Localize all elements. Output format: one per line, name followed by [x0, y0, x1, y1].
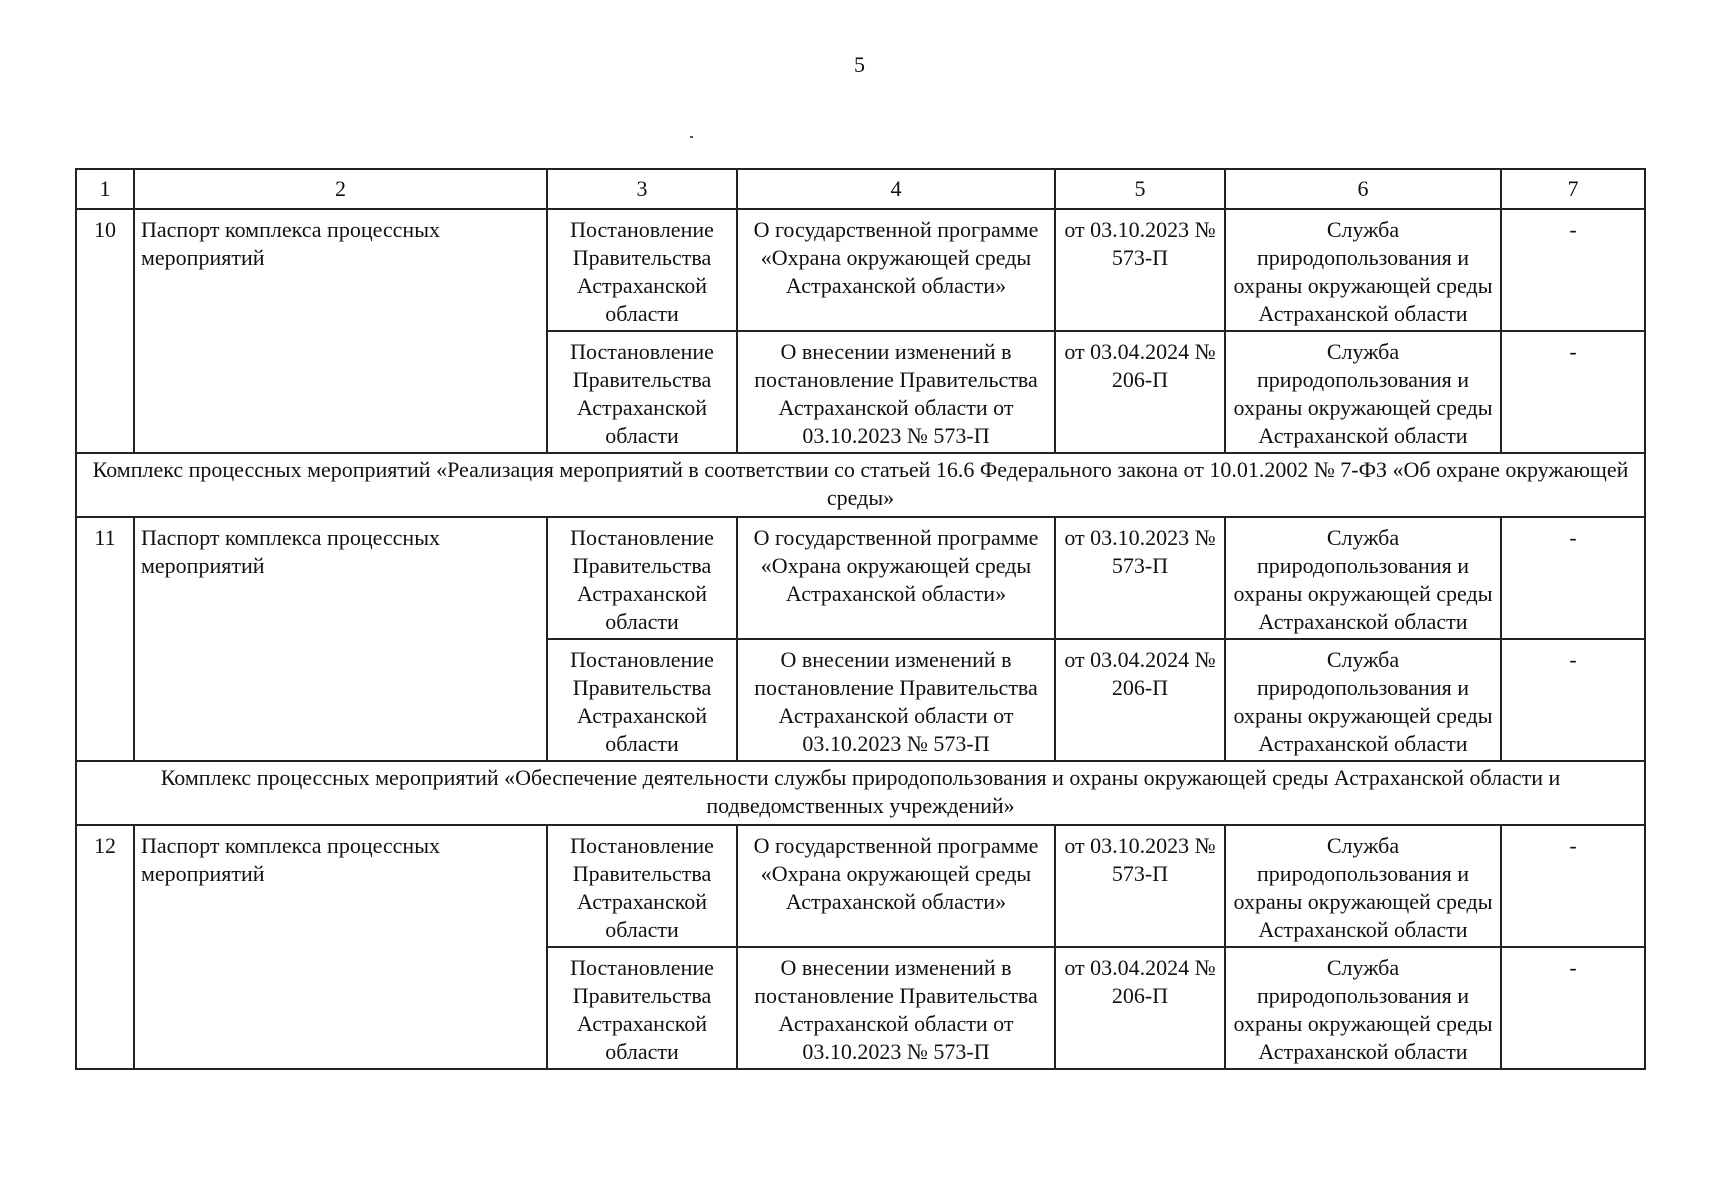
note: -: [1501, 947, 1645, 1069]
act-date-number: от 03.04.2024 № 206-П: [1055, 639, 1225, 761]
column-header: 4: [737, 169, 1055, 209]
act-type: Постановление Правительства Астраханской области: [547, 517, 737, 639]
responsible-agency: Служба природопользования и охраны окружающей среды Астраханской области: [1225, 825, 1501, 947]
row-number: 12: [76, 825, 134, 1069]
page-number: 5: [854, 52, 865, 77]
row-number: 11: [76, 517, 134, 761]
column-header: 7: [1501, 169, 1645, 209]
responsible-agency: Служба природопользования и охраны окружающей среды Астраханской области: [1225, 331, 1501, 453]
act-title: О государственной программе «Охрана окружающей среды Астраханской области»: [737, 517, 1055, 639]
note: -: [1501, 639, 1645, 761]
act-date-number: от 03.04.2024 № 206-П: [1055, 947, 1225, 1069]
section-heading-row: [76, 453, 1645, 517]
section-heading: Комплекс процессных мероприятий «Реализация мероприятий в соответствии со статьей 16.6 Федерального закона от 10.01.2002 № 7-ФЗ «Об охране окружающей среды»: [76, 453, 1645, 517]
act-date-number: от 03.04.2024 № 206-П: [1055, 331, 1225, 453]
column-header: 6: [1225, 169, 1501, 209]
act-type: Постановление Правительства Астраханской области: [547, 209, 737, 331]
act-title: О государственной программе «Охрана окружающей среды Астраханской области»: [737, 209, 1055, 331]
scan-speck: [690, 136, 693, 138]
column-header: 5: [1055, 169, 1225, 209]
responsible-agency: Служба природопользования и охраны окружающей среды Астраханской области: [1225, 517, 1501, 639]
responsible-agency: Служба природопользования и охраны окружающей среды Астраханской области: [1225, 947, 1501, 1069]
table-row: [76, 209, 1645, 331]
act-title: О внесении изменений в постановление Правительства Астраханской области от 03.10.2023 № 573-П: [737, 331, 1055, 453]
column-header: 3: [547, 169, 737, 209]
act-date-number: от 03.10.2023 № 573-П: [1055, 517, 1225, 639]
act-date-number: от 03.10.2023 № 573-П: [1055, 209, 1225, 331]
document-name: Паспорт комплекса процессных мероприятий: [134, 517, 547, 761]
act-type: Постановление Правительства Астраханской области: [547, 825, 737, 947]
table-row: [76, 825, 1645, 947]
document-name: Паспорт комплекса процессных мероприятий: [134, 825, 547, 1069]
act-type: Постановление Правительства Астраханской области: [547, 331, 737, 453]
note: -: [1501, 209, 1645, 331]
column-number-row: [76, 169, 1645, 209]
responsible-agency: Служба природопользования и охраны окружающей среды Астраханской области: [1225, 639, 1501, 761]
act-date-number: от 03.10.2023 № 573-П: [1055, 825, 1225, 947]
column-header: 1: [76, 169, 134, 209]
act-title: О внесении изменений в постановление Правительства Астраханской области от 03.10.2023 № 573-П: [737, 639, 1055, 761]
document-name: Паспорт комплекса процессных мероприятий: [134, 209, 547, 453]
section-heading-row: [76, 761, 1645, 825]
note: -: [1501, 331, 1645, 453]
section-heading: Комплекс процессных мероприятий «Обеспечение деятельности службы природопользования и охраны окружающей среды Астраханской области и подведомственных учреждений»: [76, 761, 1645, 825]
act-type: Постановление Правительства Астраханской области: [547, 947, 737, 1069]
note: -: [1501, 517, 1645, 639]
column-header: 2: [134, 169, 547, 209]
act-title: О внесении изменений в постановление Правительства Астраханской области от 03.10.2023 № 573-П: [737, 947, 1055, 1069]
table-row: [76, 517, 1645, 639]
act-title: О государственной программе «Охрана окружающей среды Астраханской области»: [737, 825, 1055, 947]
note: -: [1501, 825, 1645, 947]
responsible-agency: Служба природопользования и охраны окружающей среды Астраханской области: [1225, 209, 1501, 331]
document-table: [75, 168, 1646, 1070]
row-number: 10: [76, 209, 134, 453]
act-type: Постановление Правительства Астраханской области: [547, 639, 737, 761]
